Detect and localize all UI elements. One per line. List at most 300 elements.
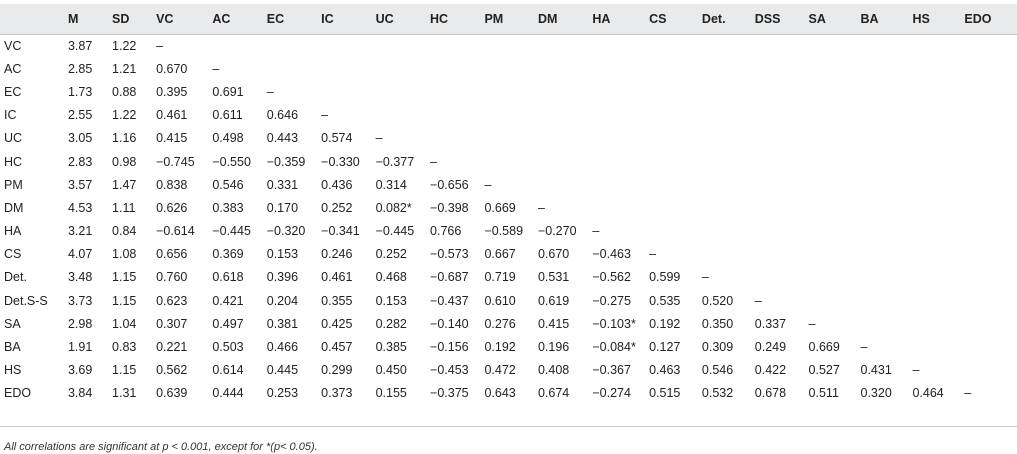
table-cell xyxy=(430,34,484,57)
table-cell: −0.562 xyxy=(592,270,631,285)
table-cell: −0.359 xyxy=(266,154,306,169)
table-cell xyxy=(430,80,484,103)
table-cell: 0.520 xyxy=(701,293,734,308)
table-cell: 0.574 xyxy=(321,131,353,146)
table-cell: 3.48 xyxy=(67,270,93,285)
row-label: AC xyxy=(4,61,22,76)
table-cell xyxy=(538,127,592,150)
table-cell: −0.341 xyxy=(321,224,360,239)
table-cell: 0.422 xyxy=(754,363,787,378)
table-cell xyxy=(964,266,1017,289)
table-cell xyxy=(755,150,809,173)
table-cell: 0.610 xyxy=(484,293,516,308)
table-cell xyxy=(964,57,1017,80)
table-cell: 1.73 xyxy=(67,84,93,99)
table-cell xyxy=(912,335,964,358)
table-footnote: All correlations are significant at p < 0.001, except for *(p< 0.05). xyxy=(4,441,318,453)
table-cell xyxy=(964,80,1017,103)
column-header: DSS xyxy=(754,12,781,26)
row-label: PM xyxy=(4,177,23,192)
column-header: HC xyxy=(430,12,449,26)
table-cell: 0.450 xyxy=(375,363,407,378)
table-cell xyxy=(964,289,1017,312)
table-cell xyxy=(702,104,755,127)
table-row xyxy=(0,359,1017,382)
table-cell: 0.760 xyxy=(156,270,188,285)
table-cell: 0.421 xyxy=(212,293,244,308)
table-cell: 0.639 xyxy=(156,386,188,401)
table-cell xyxy=(861,243,913,266)
table-cell: – xyxy=(266,84,274,99)
table-cell xyxy=(430,104,484,127)
table-cell xyxy=(592,57,649,80)
table-cell xyxy=(430,127,484,150)
table-cell: 0.461 xyxy=(156,108,188,123)
table-cell xyxy=(861,57,913,80)
table-cell: 0.337 xyxy=(754,316,787,331)
table-cell: 0.511 xyxy=(808,386,839,401)
table-cell xyxy=(912,243,964,266)
table-cell: 0.623 xyxy=(156,293,188,308)
table-cell xyxy=(912,57,964,80)
table-cell: 1.21 xyxy=(112,61,137,76)
table-cell: 0.678 xyxy=(754,386,787,401)
table-cell xyxy=(592,196,649,219)
table-cell xyxy=(321,80,375,103)
column-header: EDO xyxy=(964,12,992,26)
column-header: UC xyxy=(375,12,394,26)
table-cell xyxy=(755,196,809,219)
table-cell xyxy=(861,289,913,312)
table-cell: 0.531 xyxy=(537,270,570,285)
table-row xyxy=(0,243,1017,266)
table-cell: – xyxy=(754,293,762,308)
row-label: IC xyxy=(4,108,17,123)
table-cell: 0.170 xyxy=(266,200,299,215)
table-cell xyxy=(809,127,861,150)
table-cell xyxy=(702,150,755,173)
table-cell: 0.614 xyxy=(212,363,244,378)
table-cell xyxy=(592,104,649,127)
table-cell: 0.415 xyxy=(537,316,570,331)
table-cell xyxy=(809,289,861,312)
table-cell: 1.08 xyxy=(112,247,137,262)
table-cell xyxy=(809,243,861,266)
table-cell xyxy=(861,196,913,219)
table-cell xyxy=(538,80,592,103)
table-cell: – xyxy=(430,154,437,169)
table-cell xyxy=(912,80,964,103)
table-cell xyxy=(430,57,484,80)
table-cell: −0.745 xyxy=(156,154,195,169)
table-cell: 3.73 xyxy=(67,293,93,308)
table-cell: – xyxy=(156,38,164,53)
table-cell: – xyxy=(537,200,545,215)
table-cell: 0.674 xyxy=(537,386,570,401)
table-cell xyxy=(212,34,266,57)
table-cell: 0.444 xyxy=(212,386,244,401)
table-cell xyxy=(702,220,755,243)
table-cell: 4.07 xyxy=(67,247,93,262)
table-cell xyxy=(538,104,592,127)
row-label: Det.S-S xyxy=(4,293,48,308)
table-cell xyxy=(321,57,375,80)
table-cell: −0.398 xyxy=(430,200,469,215)
table-cell: 0.155 xyxy=(375,386,407,401)
table-cell: – xyxy=(212,61,220,76)
table-cell: 0.383 xyxy=(212,200,244,215)
column-header: IC xyxy=(321,12,334,26)
table-cell: −0.377 xyxy=(375,154,415,169)
row-label: EDO xyxy=(4,386,32,401)
table-cell: −0.103* xyxy=(592,316,636,331)
table-cell: 0.082* xyxy=(375,200,412,215)
table-cell: – xyxy=(484,177,492,192)
table-cell xyxy=(376,34,430,57)
table-cell: 0.562 xyxy=(156,363,188,378)
table-cell: 1.47 xyxy=(112,177,137,192)
table-cell xyxy=(912,104,964,127)
table-cell xyxy=(964,104,1017,127)
table-cell: 2.85 xyxy=(67,61,93,76)
table-cell: 0.314 xyxy=(375,177,407,192)
table-cell xyxy=(809,220,861,243)
table-cell xyxy=(755,220,809,243)
table-row xyxy=(0,312,1017,335)
table-cell xyxy=(809,80,861,103)
table-cell: 0.369 xyxy=(212,247,244,262)
table-cell xyxy=(912,289,964,312)
table-cell: 0.599 xyxy=(649,270,681,285)
table-row xyxy=(0,150,1017,173)
table-cell: −0.463 xyxy=(592,247,631,262)
table-cell xyxy=(809,173,861,196)
table-cell: −0.156 xyxy=(430,340,469,355)
table-cell xyxy=(861,220,913,243)
column-header: SD xyxy=(112,12,130,26)
table-cell xyxy=(484,34,538,57)
table-cell: 0.153 xyxy=(266,247,299,262)
table-cell: 0.461 xyxy=(321,270,353,285)
table-cell: 0.626 xyxy=(156,200,188,215)
table-cell xyxy=(649,80,702,103)
table-cell: 4.53 xyxy=(67,200,93,215)
table-cell xyxy=(809,150,861,173)
table-cell: 0.457 xyxy=(321,340,353,355)
table-cell xyxy=(267,34,321,57)
table-cell xyxy=(755,243,809,266)
table-cell: 0.355 xyxy=(321,293,353,308)
table-cell: 0.249 xyxy=(754,340,787,355)
table-cell xyxy=(755,57,809,80)
table-cell xyxy=(861,104,913,127)
table-cell xyxy=(964,243,1017,266)
table-cell xyxy=(755,266,809,289)
table-cell: 0.669 xyxy=(808,340,840,355)
table-cell xyxy=(912,196,964,219)
table-cell: – xyxy=(964,386,972,401)
table-cell: 0.546 xyxy=(701,363,734,378)
table-cell: 1.16 xyxy=(112,131,137,146)
table-cell xyxy=(484,104,538,127)
table-cell: 0.670 xyxy=(156,61,188,76)
table-cell xyxy=(376,80,430,103)
table-cell: – xyxy=(375,131,383,146)
table-cell xyxy=(809,266,861,289)
table-cell xyxy=(912,127,964,150)
table-cell xyxy=(702,80,755,103)
table-cell xyxy=(809,57,861,80)
row-label: HA xyxy=(4,224,22,239)
table-cell: 0.307 xyxy=(156,316,188,331)
column-header: AC xyxy=(212,12,231,26)
table-cell xyxy=(484,127,538,150)
table-cell xyxy=(321,34,375,57)
table-cell: 0.309 xyxy=(701,340,734,355)
table-cell: 0.611 xyxy=(212,108,243,123)
table-cell: 0.532 xyxy=(701,386,734,401)
table-cell: 0.468 xyxy=(375,270,407,285)
table-cell: 0.276 xyxy=(484,316,516,331)
table-cell: 1.15 xyxy=(112,270,137,285)
table-cell xyxy=(912,312,964,335)
table-cell xyxy=(755,34,809,57)
table-cell: 0.252 xyxy=(375,247,407,262)
table-cell xyxy=(861,34,913,57)
table-cell: 1.15 xyxy=(112,363,137,378)
table-cell: −0.550 xyxy=(212,154,251,169)
table-cell xyxy=(912,150,964,173)
table-cell: 2.55 xyxy=(67,108,93,123)
table-cell xyxy=(861,127,913,150)
table-cell xyxy=(702,173,755,196)
table-cell: 0.425 xyxy=(321,316,353,331)
table-cell xyxy=(538,34,592,57)
table-cell: 1.11 xyxy=(112,200,136,215)
table-cell xyxy=(649,104,702,127)
table-cell: 0.84 xyxy=(112,224,137,239)
table-cell xyxy=(702,34,755,57)
row-label: EC xyxy=(4,84,22,99)
table-cell: 0.656 xyxy=(156,247,188,262)
table-body xyxy=(0,34,1017,405)
table-cell: 1.31 xyxy=(112,386,137,401)
table-cell: 3.21 xyxy=(67,224,93,239)
table-cell: 1.04 xyxy=(112,316,137,331)
table-cell: 3.69 xyxy=(67,363,93,378)
row-label: Det. xyxy=(4,270,27,285)
table-cell: 0.221 xyxy=(156,340,188,355)
table-cell: 0.546 xyxy=(212,177,244,192)
table-cell: 0.464 xyxy=(912,386,944,401)
table-cell: −0.614 xyxy=(156,224,195,239)
table-bottom-rule xyxy=(0,426,1017,427)
table-cell: −0.367 xyxy=(592,363,631,378)
table-cell xyxy=(484,80,538,103)
table-cell: 0.646 xyxy=(266,108,299,123)
table-cell: −0.445 xyxy=(212,224,251,239)
table-cell xyxy=(809,196,861,219)
table-cell xyxy=(484,57,538,80)
table-cell xyxy=(702,243,755,266)
table-cell: −0.437 xyxy=(430,293,469,308)
correlation-table xyxy=(0,4,1017,405)
table-cell: 0.415 xyxy=(156,131,188,146)
table-cell xyxy=(702,57,755,80)
table-cell xyxy=(755,127,809,150)
column-header: HS xyxy=(912,12,930,26)
header-corner xyxy=(0,4,68,34)
table-cell: −0.453 xyxy=(430,363,469,378)
table-row xyxy=(0,196,1017,219)
table-cell: 0.253 xyxy=(266,386,299,401)
table-cell xyxy=(861,150,913,173)
table-cell: 0.535 xyxy=(649,293,681,308)
table-row xyxy=(0,266,1017,289)
column-header: SA xyxy=(808,12,826,26)
table-cell xyxy=(964,173,1017,196)
table-row xyxy=(0,173,1017,196)
table-cell: 1.15 xyxy=(112,293,137,308)
table-cell xyxy=(649,34,702,57)
table-cell: 0.445 xyxy=(266,363,299,378)
row-label: HS xyxy=(4,363,22,378)
table-cell: −0.084* xyxy=(592,340,636,355)
table-cell: 0.691 xyxy=(212,84,244,99)
table-cell xyxy=(376,104,430,127)
table-row xyxy=(0,335,1017,358)
table-cell: 0.670 xyxy=(537,247,570,262)
table-cell xyxy=(755,104,809,127)
table-cell xyxy=(964,312,1017,335)
table-row xyxy=(0,220,1017,243)
table-cell: −0.270 xyxy=(537,224,577,239)
table-cell: 0.373 xyxy=(321,386,353,401)
table-cell: 0.669 xyxy=(484,200,516,215)
table-cell: 0.463 xyxy=(649,363,681,378)
row-label: SA xyxy=(4,316,21,331)
table-cell xyxy=(702,196,755,219)
table-cell xyxy=(538,150,592,173)
table-cell: −0.687 xyxy=(430,270,469,285)
column-header: CS xyxy=(649,12,667,26)
table-cell xyxy=(592,150,649,173)
table-cell xyxy=(649,173,702,196)
table-cell: −0.573 xyxy=(430,247,469,262)
table-cell: −0.375 xyxy=(430,386,469,401)
column-header: EC xyxy=(266,12,285,26)
table-cell: 0.192 xyxy=(649,316,681,331)
table-cell: – xyxy=(649,247,657,262)
table-cell: −0.140 xyxy=(430,316,469,331)
table-cell: 2.98 xyxy=(67,316,93,331)
table-cell xyxy=(538,173,592,196)
table-cell: 0.408 xyxy=(537,363,570,378)
table-cell xyxy=(861,80,913,103)
table-cell xyxy=(912,266,964,289)
table-cell: 0.299 xyxy=(321,363,353,378)
row-label: BA xyxy=(4,340,21,355)
table-cell: 0.282 xyxy=(375,316,407,331)
table-cell xyxy=(484,150,538,173)
table-cell xyxy=(809,34,861,57)
table-cell xyxy=(861,266,913,289)
column-header: VC xyxy=(156,12,174,26)
column-header: HA xyxy=(592,12,611,26)
row-label: HC xyxy=(4,154,23,169)
header-row xyxy=(0,4,1017,34)
table-cell xyxy=(592,34,649,57)
table-cell: 0.196 xyxy=(537,340,570,355)
table-cell: 0.719 xyxy=(484,270,516,285)
table-cell xyxy=(964,220,1017,243)
table-cell: 0.385 xyxy=(375,340,407,355)
table-cell: 1.91 xyxy=(67,340,93,355)
table-cell: −0.275 xyxy=(592,293,631,308)
row-label: CS xyxy=(4,247,22,262)
table-cell: 0.88 xyxy=(112,84,137,99)
table-cell: 0.503 xyxy=(212,340,244,355)
table-cell xyxy=(538,57,592,80)
table-cell xyxy=(912,173,964,196)
table-cell xyxy=(964,335,1017,358)
table-cell: 0.618 xyxy=(212,270,244,285)
table-row xyxy=(0,57,1017,80)
table-row xyxy=(0,104,1017,127)
table-row xyxy=(0,80,1017,103)
table-cell: 0.350 xyxy=(701,316,734,331)
table-cell: 0.766 xyxy=(430,224,462,239)
column-header: M xyxy=(67,12,79,26)
row-label: VC xyxy=(4,38,22,53)
table-cell: 2.83 xyxy=(67,154,93,169)
table-cell: 0.192 xyxy=(484,340,516,355)
table-cell: – xyxy=(701,270,709,285)
table-cell: −0.589 xyxy=(484,224,524,239)
table-cell: −0.330 xyxy=(321,154,360,169)
table-cell xyxy=(912,34,964,57)
table-row xyxy=(0,34,1017,57)
table-cell: 0.643 xyxy=(484,386,516,401)
table-cell: 3.87 xyxy=(67,38,93,53)
table-cell: – xyxy=(321,108,329,123)
table-cell: 0.497 xyxy=(212,316,244,331)
table-cell: 0.619 xyxy=(537,293,570,308)
table-cell xyxy=(592,173,649,196)
table-cell xyxy=(964,196,1017,219)
table-cell xyxy=(592,127,649,150)
column-header: Det. xyxy=(701,12,726,26)
table-cell xyxy=(861,312,913,335)
table-cell: 0.153 xyxy=(375,293,407,308)
table-cell: 1.22 xyxy=(112,38,137,53)
table-cell: −0.320 xyxy=(266,224,306,239)
table-cell: 0.667 xyxy=(484,247,516,262)
table-cell: 0.252 xyxy=(321,200,353,215)
table-cell: – xyxy=(912,363,920,378)
table-cell: 0.395 xyxy=(156,84,188,99)
table-cell: 0.498 xyxy=(212,131,244,146)
column-header: BA xyxy=(860,12,879,26)
table-cell xyxy=(755,173,809,196)
table-cell: 3.84 xyxy=(67,386,93,401)
table-cell xyxy=(755,80,809,103)
row-label: DM xyxy=(4,200,24,215)
table-row xyxy=(0,382,1017,405)
row-label: UC xyxy=(4,131,23,146)
table-cell: 0.443 xyxy=(266,131,299,146)
table-cell: 0.436 xyxy=(321,177,353,192)
